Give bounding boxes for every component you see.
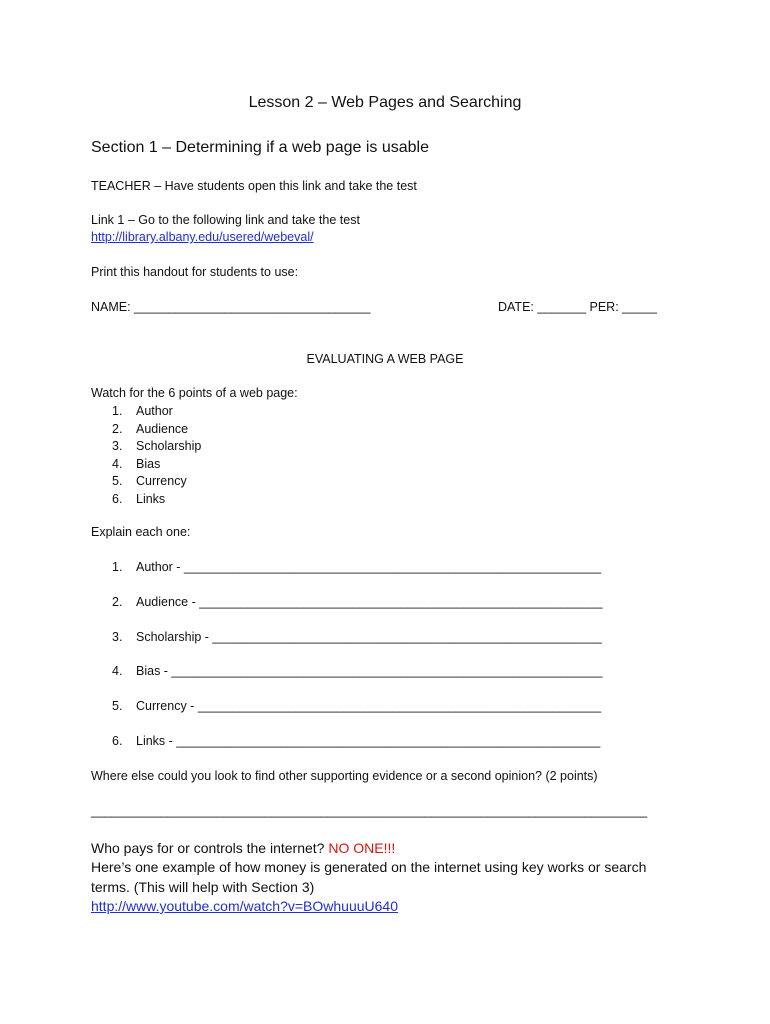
points-intro: Watch for the 6 points of a web page: <box>91 386 298 400</box>
list-item <box>112 421 201 439</box>
explain-number: 4. <box>112 664 123 678</box>
explain-item-links[interactable] <box>112 734 600 748</box>
explain-text: Author - ____________________________________________________________ <box>136 560 602 574</box>
explain-text: Bias - ______________________________________________________________ <box>136 664 603 678</box>
link1-intro: Link 1 – Go to the following link and take the test <box>91 213 360 227</box>
name-field[interactable]: NAME: __________________________________ <box>91 300 371 314</box>
money-line-1: Here’s one example of how money is generated on the internet using key works or search <box>91 859 647 875</box>
list-label: Audience <box>136 421 189 436</box>
explain-item-currency[interactable] <box>112 699 601 713</box>
teacher-note: TEACHER – Have students open this link and take the test <box>91 179 417 193</box>
explain-item-bias[interactable] <box>112 664 602 678</box>
explain-text: Links - _____________________________________________________________ <box>136 734 601 748</box>
explain-item-author[interactable] <box>112 560 601 574</box>
list-label: Links <box>136 491 166 506</box>
explain-item-scholarship[interactable] <box>112 630 602 644</box>
internet-question-line <box>91 840 395 856</box>
date-per-field[interactable]: DATE: _______ PER: _____ <box>498 300 657 314</box>
list-number: 6. <box>112 491 123 506</box>
list-item <box>112 491 201 509</box>
list-number: 3. <box>112 439 123 453</box>
list-item <box>112 403 201 421</box>
explain-number: 5. <box>112 699 123 713</box>
explain-number: 2. <box>112 595 123 609</box>
explain-item-audience[interactable] <box>112 595 602 609</box>
evidence-answer-line[interactable]: ________________________________________________________________________________ <box>91 804 648 818</box>
list-label: Author <box>136 404 173 418</box>
explain-text: Scholarship - ________________________________________________________ <box>136 630 602 644</box>
list-label: Currency <box>136 474 187 488</box>
explain-intro: Explain each one: <box>91 525 191 539</box>
list-item <box>112 456 201 474</box>
internet-answer: NO ONE!!! <box>328 840 396 856</box>
list-number: 5. <box>112 474 123 488</box>
page-title: Lesson 2 – Web Pages and Searching <box>248 94 522 111</box>
link1-url[interactable]: http://library.albany.edu/usered/webeval/ <box>91 230 314 244</box>
explain-number: 6. <box>112 734 123 748</box>
handout-heading: EVALUATING A WEB PAGE <box>306 352 464 366</box>
section-title: Section 1 – Determining if a web page is usable <box>91 139 429 156</box>
list-label: Scholarship <box>136 439 202 453</box>
money-line-2: terms. (This will help with Section 3) <box>91 879 315 895</box>
evidence-question: Where else could you look to find other supporting evidence or a second opinion? (2 points) <box>91 769 598 783</box>
youtube-link[interactable]: http://www.youtube.com/watch?v=BOwhuuuU640 <box>91 898 399 914</box>
points-list <box>112 403 201 508</box>
list-number: 2. <box>112 421 123 436</box>
internet-question: Who pays for or controls the internet? <box>91 840 329 856</box>
list-item <box>112 473 201 491</box>
list-number: 1. <box>112 404 123 418</box>
list-item <box>112 438 201 456</box>
explain-number: 1. <box>112 560 123 574</box>
explain-text: Currency - __________________________________________________________ <box>136 699 602 713</box>
print-note: Print this handout for students to use: <box>91 265 299 279</box>
list-number: 4. <box>112 456 123 471</box>
list-label: Bias <box>136 456 161 471</box>
explain-text: Audience - __________________________________________________________ <box>136 595 603 609</box>
explain-number: 3. <box>112 630 123 644</box>
